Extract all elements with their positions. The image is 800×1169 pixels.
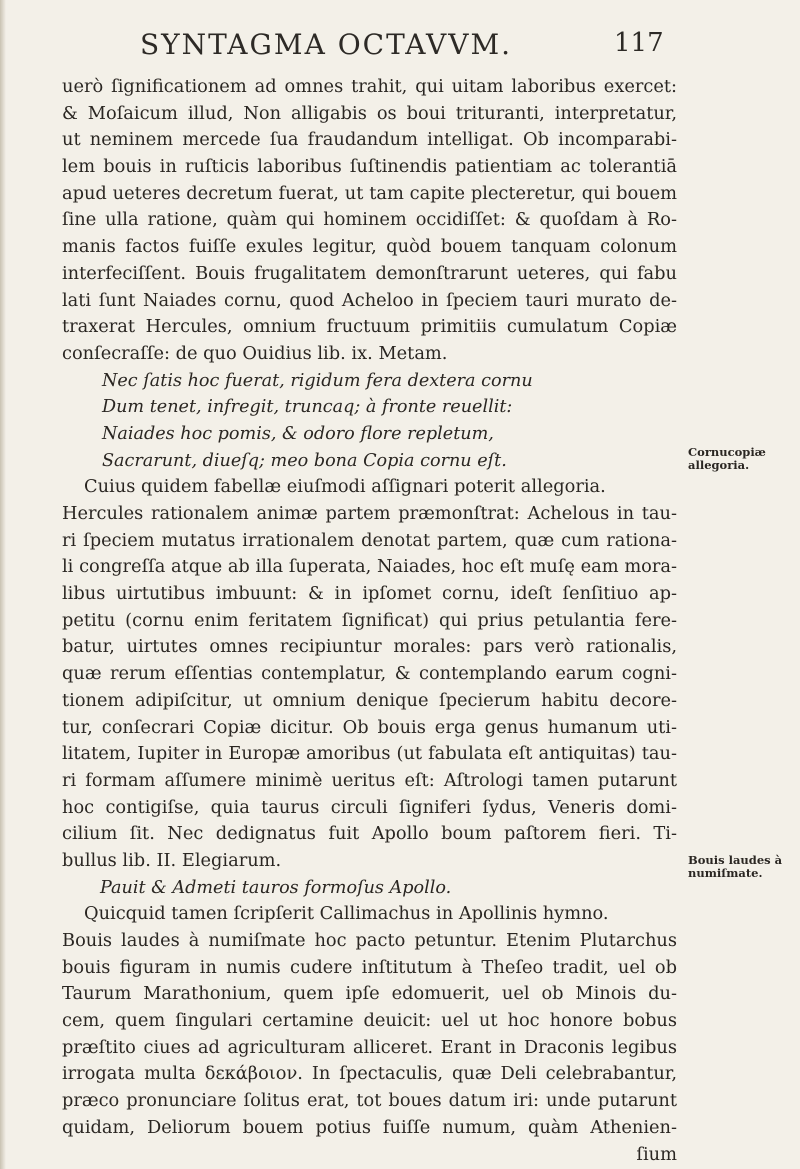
text-line: bouis figuram in numis cudere inſtitutum à Theſeo tradit, uel ob — [62, 956, 677, 978]
text-line: quidam, Deliorum bouem potius fuiſſe numum, quàm Athenien- — [62, 1116, 677, 1138]
page-number: 117 — [614, 28, 664, 58]
text-line: & Moſaicum illud, Non alligabis os boui trituranti, interpretatur, — [62, 102, 677, 124]
running-title: SYNTAGMA OCTAVVM. — [140, 28, 513, 61]
text-line: quæ rerum eſſentias contemplatur, & contemplando earum cogni- — [62, 663, 677, 685]
text-line: ri formam aſſumere minimè ueritus eſt: Aſtrologi tamen putarunt — [62, 769, 677, 791]
verse-line: Dum tenet, infregit, truncaq; à fronte reuellit: — [102, 397, 513, 418]
page-binding-edge — [0, 0, 6, 1169]
text-line: irrogata multa δεκάβοιον. In ſpectaculis, quæ Deli celebrabantur, — [62, 1063, 677, 1085]
text-line: libus uirtutibus imbuunt: & in ipſomet cornu, ideſt ſenſitiuo ap- — [62, 583, 677, 605]
text-line: lem bouis in ruſticis laboribus ſuſtinendis patientiam ac tolerantiā — [62, 156, 677, 178]
marginal-note-numisma: Bouis laudes à numiſmate. — [688, 853, 783, 880]
verse-line: Naiades hoc pomis, & odoro flore repletum, — [102, 423, 494, 444]
text-line: petitu (cornu enim feritatem ſignificat) qui prius petulantia fere- — [62, 609, 677, 631]
text-line: ri ſpeciem mutatus irrationalem denotat partem, quæ cum rationa- — [62, 529, 677, 551]
text-line: li congreſſa atque ab illa ſuperata, Naiades, hoc eſt muſę eam mora- — [62, 556, 677, 578]
text-line: apud ueteres decretum fuerat, ut tam capite plecteretur, qui bouem — [62, 182, 677, 204]
text-line: litatem, Iupiter in Europæ amoribus (ut fabulata eſt antiquitas) tau- — [62, 743, 677, 765]
text-line: cem, quem ſingulari certamine deuicit: uel ut hoc honore bobus — [62, 1010, 677, 1032]
text-line: cilium ſit. Nec dedignatus fuit Apollo boum paſtorem fieri. Ti- — [62, 823, 677, 845]
text-line: Bouis laudes à numiſmate hoc pacto petuntur. Etenim Plutarchus — [62, 930, 677, 951]
text-line: manis factos fuiſſe exules legitur, quòd bouem tanquam colonum — [62, 236, 677, 258]
text-line: ſine ulla ratione, quàm qui hominem occidiſſet: & quoſdam à Ro- — [62, 209, 677, 231]
text-line: Quicquid tamen ſcripſerit Callimachus in Apollinis hymno. — [84, 903, 609, 925]
text-line: batur, uirtutes omnes recipiuntur morales: pars verò rationalis, — [62, 636, 677, 658]
text-line: bullus lib. II. Elegiarum. — [62, 849, 282, 871]
main-text-block — [62, 74, 677, 1168]
text-line: lati ſunt Naiades cornu, quod Acheloo in ſpeciem tauri murato de- — [62, 289, 677, 311]
text-line: tur, conſecrari Copiæ dicitur. Ob bouis erga genus humanum uti- — [62, 716, 677, 738]
text-line: traxerat Hercules, omnium fructuum primitiis cumulatum Copiæ — [62, 316, 677, 338]
verse-line: Pauit & Admeti tauros formoſus Apollo. — [100, 877, 452, 898]
text-line: conſecraſſe: de quo Ouidius lib. ix. Metam. — [62, 342, 448, 364]
text-line: interfeciſſent. Bouis frugalitatem demonſtrarunt ueteres, qui fabu — [62, 262, 677, 284]
text-line: ut neminem mercede ſua fraudandum intelligat. Ob incomparabi- — [62, 129, 677, 151]
verse-line: Sacrarunt, diueſq; meo bona Copia cornu eſt. — [102, 450, 507, 471]
text-line: tionem adipiſcitur, ut omnium denique ſpecierum habitu decore- — [62, 689, 677, 711]
text-line: præco pronunciare ſolitus erat, tot boues datum iri: unde putarunt — [62, 1090, 677, 1112]
text-line: Hercules rationalem animæ partem præmonſtrat: Achelous in tau- — [62, 503, 677, 524]
catchword: ſium — [636, 1143, 677, 1165]
marginal-note-allegoria: Cornucopiæ allegoria. — [688, 445, 766, 472]
verse-line: Nec ſatis hoc fuerat, rigidum fera dextera cornu — [102, 370, 533, 391]
text-line: præſtito ciues ad agriculturam alliceret. Erant in Draconis legibus — [62, 1036, 677, 1058]
text-line: uerò ſignificationem ad omnes trahit, qui uitam laboribus exercet: — [62, 76, 677, 97]
text-line: Taurum Marathonium, quem ipſe edomuerit, uel ob Minois du- — [62, 983, 677, 1005]
text-line: Cuius quidem fabellæ eiuſmodi aſſignari poterit allegoria. — [84, 476, 606, 498]
text-line: hoc contigiſse, quia taurus circuli ſigniferi ſydus, Veneris domi- — [62, 796, 677, 818]
